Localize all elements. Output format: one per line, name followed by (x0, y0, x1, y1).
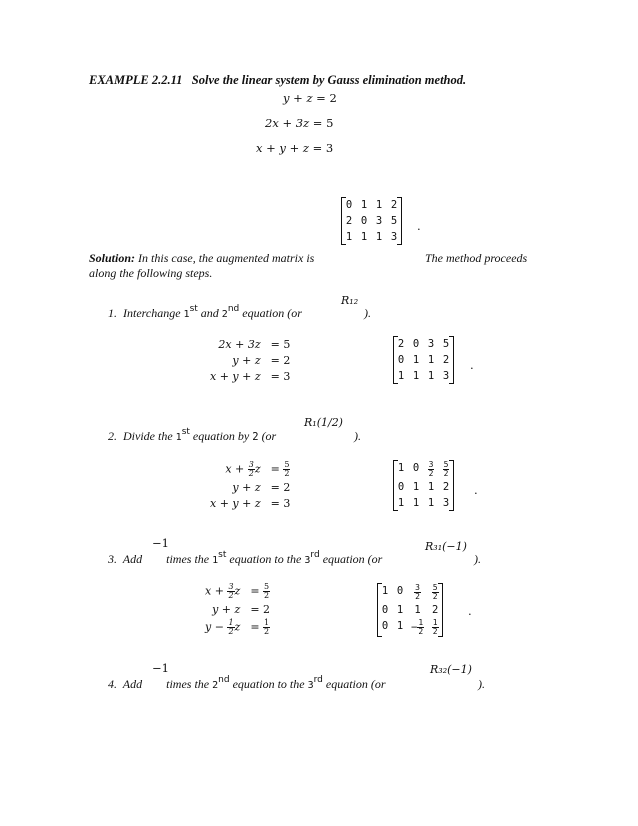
step-1-matrix (393, 336, 454, 384)
matrix-cell: 1 (375, 199, 383, 211)
step-1-equations: 2x + 3z = 5 y + z = 2 x + y + z = 3 (210, 338, 291, 383)
matrix-cell: 1 (396, 620, 404, 632)
step-3-close: ). (474, 552, 481, 566)
step-2-matrix-period: . (474, 483, 478, 497)
step-1-close: ). (364, 306, 371, 320)
solution-line-1 (89, 251, 314, 266)
matrix-cell: 1 (427, 370, 435, 382)
matrix-cell: 0 (397, 354, 405, 366)
matrix-cell: 1 (414, 604, 421, 616)
augmented-matrix (341, 197, 402, 245)
step-1-matrix-period: . (470, 358, 474, 372)
matrix-cell: 1 (427, 497, 435, 509)
step-3-equations: x + $\frac{3}{2}$ z = $\frac{5}{2}$ y + z = 2 y − $\frac{1}{2}$ z = $\frac{1}{2}$ (205, 582, 271, 636)
matrix-cell: 0 (412, 462, 420, 474)
matrix-cell: 1 (412, 370, 420, 382)
example-title: Solve the linear system by Gauss elimination method. (191, 73, 467, 87)
solution-text-2: The method proceeds (425, 251, 528, 265)
step-2-text: 2. Divide the 1st equation by 2 (or (108, 427, 277, 443)
step-2-matrix (393, 460, 454, 511)
system-eq-2: 2x + 3z = 5 (265, 116, 334, 130)
step-4-close: ). (478, 677, 485, 691)
matrix-cell: 3 (442, 370, 450, 382)
matrix-cell: $\frac{3}{2}$ (415, 583, 420, 601)
matrix-cell: 1 (412, 481, 420, 493)
matrix-cell: $\frac{5}{2}$ (432, 583, 438, 601)
matrix-cell: 2 (442, 481, 450, 493)
example-label: EXAMPLE 2.2.11 (89, 73, 183, 87)
matrix-cell: 1 (427, 481, 435, 493)
matrix-cell: 0 (412, 338, 420, 350)
step-2-op: R₁(1/2) (304, 416, 343, 429)
matrix-cell: 3 (375, 215, 383, 227)
step-1-op: R₁₂ (341, 294, 359, 307)
matrix-cell: 0 (345, 199, 353, 211)
matrix-period: . (417, 219, 421, 233)
matrix-cell: 1 (427, 354, 435, 366)
step-4-op: R₃₂(−1) (430, 663, 472, 676)
matrix-cell: 3 (442, 497, 450, 509)
matrix-cell: 1 (397, 497, 405, 509)
matrix-cell: $\frac{1}{2}$ (432, 618, 438, 636)
step-3-coef: −1 (152, 536, 169, 550)
matrix-cell: 3 (427, 338, 435, 350)
matrix-cell: 1 (412, 354, 420, 366)
matrix-cell: 1 (381, 585, 389, 597)
matrix-cell: 5 (442, 338, 450, 350)
matrix-cell: $\frac{5}{2}$ (443, 460, 449, 478)
matrix-cell: 2 (431, 604, 439, 616)
matrix-cell: 2 (397, 338, 405, 350)
matrix-cell: 2 (345, 215, 353, 227)
matrix-cell: 1 (412, 497, 420, 509)
system-eq-3: x + y + z = 3 (256, 141, 334, 155)
matrix-cell: 1 (360, 231, 368, 243)
step-3-op: R₃₁(−1) (425, 540, 467, 553)
matrix-cell: 0 (381, 620, 389, 632)
matrix-cell: 5 (390, 215, 398, 227)
matrix-cell: 0 (396, 585, 404, 597)
solution-label: Solution: (89, 251, 136, 265)
step-3-matrix (377, 583, 443, 637)
matrix-cell: 1 (375, 231, 383, 243)
matrix-cell: 0 (381, 604, 389, 616)
system-eq-1: y + z = 2 (283, 91, 337, 105)
step-2-equations: x + $\frac{3}{2}$ z = $\frac{5}{2}$ y + z = 2 x + y + z = 3 (210, 460, 291, 510)
step-2-eq-1-lhs: x + $\frac{3}{2}$ z (225, 460, 261, 478)
example-heading (89, 73, 466, 88)
step-3-text: 3. Add times the 1st equation to the 3rd equation (or (108, 550, 383, 566)
matrix-cell: 1 (397, 462, 405, 474)
matrix-cell: 0 (360, 215, 368, 227)
matrix-cell: 1 (397, 370, 405, 382)
step-3-matrix-period: . (468, 604, 472, 618)
matrix-cell: 1 (360, 199, 368, 211)
step-2-close: ). (354, 429, 361, 443)
step-1-text: 1. Interchange 1st and 2nd equation (or (108, 304, 302, 320)
solution-text-1: In this case, the augmented matrix is (138, 251, 315, 265)
step-4-text: 4. Add times the 2nd equation to the 3rd equation (or (108, 675, 386, 691)
matrix-cell: 2 (442, 354, 450, 366)
matrix-cell: 1 (345, 231, 353, 243)
matrix-cell: 0 (397, 481, 405, 493)
matrix-cell: $\frac{3}{2}$ (428, 460, 434, 478)
matrix-cell: 3 (390, 231, 398, 243)
matrix-cell: 1 (396, 604, 404, 616)
solution-text-3: along the following steps. (89, 266, 213, 280)
matrix-cell: − $\frac{1}{2}$ (411, 618, 424, 636)
matrix-cell: 2 (390, 199, 398, 211)
step-4-coef: −1 (152, 661, 169, 675)
